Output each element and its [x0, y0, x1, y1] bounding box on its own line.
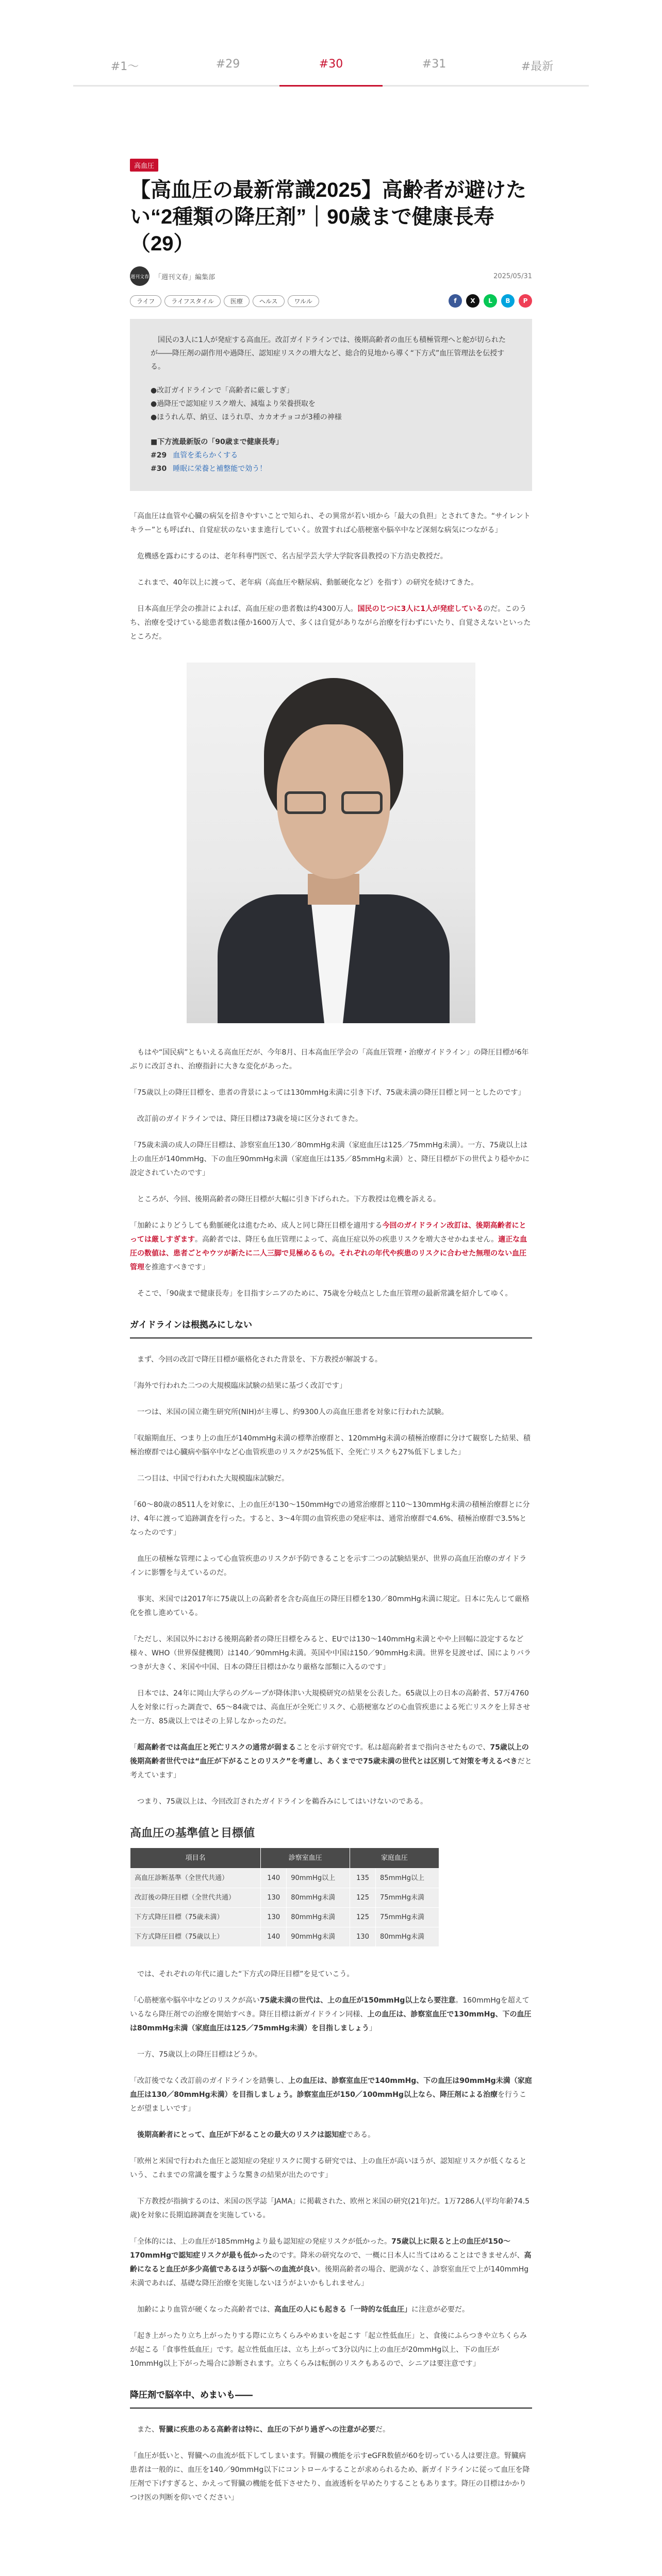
paragraph	[130, 2303, 532, 2317]
section-heading: ガイドラインは根拠みにしない	[130, 1318, 532, 1338]
table-row	[130, 1908, 439, 1927]
paragraph: 「海外で行われた二つの大規模臨床試験の結果に基づく改訂です」	[130, 1382, 346, 1390]
text: 「全体的には、上の血圧が185mmHgより最も認知症の発症リスクが低かった。	[130, 2238, 392, 2246]
x-icon[interactable]: X	[466, 294, 479, 308]
cell: 125	[350, 1908, 376, 1927]
article-body	[130, 510, 532, 2505]
paragraph: では、それぞれの年代に適した“下方式の降圧目標”を見ていこう。	[137, 1970, 354, 1978]
highlight: 上の血圧は、診察室血圧で140mmHg、下の血圧は90mmHg未満（家庭血圧は130／80mmHg未満）を目指しましょう。診察室血圧が150／100mmHg以上なら、降圧剤による治療	[130, 2077, 532, 2099]
text: に注意が必要だ。	[411, 2306, 469, 2314]
paragraph: 「高血圧は血管や心臓の病気を招きやすいことで知られ、その異常が若い頃から「最大の負担」とされてきた。“サイレントキラー”とも呼ばれ、自覚症状のないまま進行していく。放置すれば心筋梗塞や脳卒中など深刻な病気につながる」	[130, 512, 531, 534]
row-name: 改訂後の降圧目標（全世代共通）	[130, 1888, 261, 1908]
paragraph: もはや“国民病”ともいえる高血圧だが、今年8月、日本高血圧学会の「高血圧管理・治療ガイドライン」の降圧目標が6年ぶりに改訂され、治療指針に大きな変化があった。	[130, 1048, 529, 1071]
share-buttons	[449, 294, 532, 308]
tab-1[interactable]: #1〜	[73, 58, 176, 87]
tag-item[interactable]: ライフスタイル	[164, 295, 221, 307]
table-header: 家庭血圧	[350, 1848, 439, 1869]
text: 加齢により血管が硬くなった高齢者では、	[137, 2306, 274, 2314]
text: 。高齢者では、降圧も血圧管理によって、高血圧症以外の疾患リスクを増大させかねません。	[195, 1235, 499, 1244]
paragraph: 事実、米国では2017年に75歳以上の高齢者を含む高血圧の降圧目標を130／80mmHg未満に規定。日本に先んじて厳格化を推し進めている。	[130, 1595, 529, 1617]
line-icon[interactable]: L	[484, 294, 497, 308]
article-title: 【高血圧の最新常識2025】高齢者が避けたい“2種類の降圧剤”｜90歳まで健康長寿（29）	[130, 179, 526, 255]
paragraph: ところが、今回、後期高齢者の降圧目標が大幅に引き下げられた。下方教授は危機を訴える。	[137, 1195, 440, 1204]
highlight: 高齢になると血圧が多少高値であるほうが脳への血流が良い	[130, 2251, 532, 2274]
cell: 90mmHg未満	[287, 1927, 350, 1947]
publish-date: 2025/05/31	[493, 272, 532, 280]
highlight: 今回のガイドライン改訂は、後期高齢者にとっては厳しすぎます	[130, 1222, 526, 1244]
table-header: 診察室血圧	[261, 1848, 350, 1869]
highlight: 高血圧の人にも起きる「一時的な低血圧」	[274, 2306, 411, 2314]
text: だ。	[375, 2426, 390, 2434]
publisher-logo[interactable]: 週刊文春	[130, 266, 150, 286]
highlight: 国民のじつに3人に1人が発症している	[357, 605, 484, 613]
text: また、	[137, 2426, 159, 2434]
table-row	[130, 1888, 439, 1908]
highlight: 適正な血圧の数値は、患者ごとやウツが新たに二人三脚で見極めるもの。それぞれの年代や疾患のリスクに合わせた無理のない血圧管理	[130, 1235, 527, 1272]
text: のだ。このうち、治療を受けている総患者数は僅か1600万人で、多くは自覚がありながら治療を行わずにいたり、自覚さえないといったところだ。	[130, 605, 531, 641]
cell: 135	[350, 1869, 376, 1888]
highlight: 超高齢者では高血圧と死亡リスクの通常が弱まる	[137, 1743, 296, 1752]
author-name[interactable]: 「週刊文春」編集部	[155, 273, 216, 281]
row-name: 下方式降圧目標（75歳以上）	[130, 1927, 261, 1947]
tab-30[interactable]: #30	[279, 58, 383, 87]
text: 」	[369, 2024, 377, 2032]
text: 。160mmHgを超えているなら降圧剤での治療を開始すべき。降圧目標は新ガイドライン同様、	[130, 1996, 529, 2019]
cell: 80mmHg未満	[376, 1927, 439, 1947]
paragraph: 「60～80歳の8511人を対象に、上の血圧が130～150mmHgでの通常治療群と110～130mmHg未満の積極治療群とに分け、4年に渡って追跡調査を行った。すると、3～4年間の血管疾患の発症率は、通常治療群で4.6%、積極治療群で3.5%となったのです」	[130, 1501, 530, 1537]
row-name: 下方式降圧目標（75歳未満）	[130, 1908, 261, 1927]
summary-bullet: ●過降圧で認知症リスク増大、減塩より栄養摂取を	[151, 400, 316, 408]
text: を行うことが望ましいです」	[130, 2091, 526, 2113]
cell: 80mmHg未満	[287, 1888, 350, 1908]
paragraph	[130, 2128, 532, 2142]
text: 「改訂後でなく改訂前のガイドラインを踏襲し、	[130, 2077, 289, 2085]
byline	[130, 266, 532, 286]
highlight: 上の血圧は、診察室血圧で130mmHg、下の血圧は80mmHg未満（家庭血圧は125／75mmHg未満）を目指しましょう	[130, 2010, 532, 2032]
paragraph: 血圧の積極な管理によって心血管疾患のリスクが予防できることを示す二つの試験結果が、世界の高血圧治療のガイドラインに影響を与えているのだ。	[130, 1555, 527, 1577]
text: ことを示す研究です。私は超高齢者まで指向させたもので、	[295, 1743, 490, 1752]
paragraph: 「起き上がったり立ち上がったりする際に立ちくらみやめまいを起こす「起立性低血圧」と、食後にふらつきや立ちくらみが起こる「食事性低血圧」です。起立性低血圧は、立ち上がって3分以内に上の血圧が20mmHg以上、下の血圧が10mmHg以上下がった場合に診断されます。立ちくらみは転倒のリスクもあるので、シニアは要注意です」	[130, 2332, 527, 2368]
highlight: 腎臓に疾患のある高齢者は特に、血圧の下がり過ぎへの注意が必要	[159, 2426, 375, 2434]
row-name: 高血圧診断基準（全世代共通）	[130, 1869, 261, 1888]
cell: 75mmHg未満	[376, 1888, 439, 1908]
pocket-icon[interactable]: P	[519, 294, 532, 308]
tag-item[interactable]: ヘルス	[253, 295, 285, 307]
cell: 130	[261, 1908, 287, 1927]
paragraph: 「75歳未満の成人の降圧目標は、診察室血圧130／80mmHg未満（家庭血圧は125／75mmHg未満）。一方、75歳以上は上の血圧が140mmHg、下の血圧90mmHg未満（家庭血圧は135／85mmHg未満）と、降圧目標が下の世代より穏やかに設定されていたのです」	[130, 1141, 530, 1177]
paragraph	[130, 602, 532, 644]
paragraph: つまり、75歳以上は、今回改訂されたガイドラインを鵜呑みにしてはいけないのである。	[137, 1798, 427, 1806]
paragraph: 危機感を露わにするのは、老年科専門医で、名古屋学芸大学大学院客員教授の下方浩史教授だ。	[137, 552, 448, 561]
toc-item[interactable]	[151, 462, 511, 476]
article	[130, 93, 532, 2505]
cell: 140	[261, 1869, 287, 1888]
paragraph: 二つ目は、中国で行われた大規模臨床試験だ。	[137, 1475, 289, 1483]
paragraph: 日本では、24年に岡山大学らのグループが降体津い大規模研究の結果を公表した。65歳以上の日本の高齢者、57万4760人を対象に行った調査で、65～84歳では、高血圧が全死亡リスク、心筋梗塞などの心血管疾患による死亡リスクを上昇させた一方、85歳以上ではその上昇しなかったのだ。	[130, 1689, 531, 1725]
tag-item[interactable]: 医療	[224, 295, 250, 307]
highlight: 75歳未満の世代は、上の血圧が150mmHg以上なら要注意	[259, 1996, 456, 2005]
paragraph: 「収縮期血圧、つまり上の血圧が140mmHg未満の標準治療群と、120mmHg未満の積極治療群に分けて観察した結果、積極治療群では心臓病や脳卒中など心血管疾患のリスクが25%低下、全死亡リスクも27%低下しました」	[130, 1434, 531, 1456]
tag-row	[130, 294, 532, 308]
paragraph: 「欧州と米国で行われた血圧と認知症の発症リスクに関する研究では、上の血圧が高いほうが、認知症リスクが低くなるという、これまでの常識を覆すような驚きの結果が出たのです」	[130, 2157, 527, 2179]
toc-title: ■下方流最新版の「90歳まで健康長寿」	[151, 438, 283, 446]
hatena-icon[interactable]: B	[501, 294, 515, 308]
text: 「	[130, 1743, 137, 1752]
cell: 90mmHg以上	[287, 1869, 350, 1888]
cell: 75mmHg未満	[376, 1908, 439, 1927]
series-tabs	[0, 0, 662, 87]
paragraph: 「血圧が低いと、腎臓への血流が低下してしまいます。腎臓の機能を示すeGFR数値が60を切っている人は要注意。腎臓病患者は一般的に、血圧を140／90mmHg以下にコントロールすることが求められるため、新ガイドラインに従って血圧を降圧剤で下げすぎると、かえって腎臓の機能を低下させたり、血液透析を早めたりすることもあります。降圧の目標はかかりつけ医の判断を仰いでください」	[130, 2452, 530, 2502]
toc-link[interactable]: 睡眠に栄養と補整能で効う！	[173, 465, 267, 473]
facebook-icon[interactable]: f	[449, 294, 462, 308]
paragraph: 改訂前のガイドラインでは、降圧目標は73歳を境に区分されてきた。	[137, 1115, 362, 1123]
cell: 85mmHg以上	[376, 1869, 439, 1888]
paragraph: 下方教授が指摘するのは、米国の医学誌「JAMA」に掲載された、欧州と米国の研究(21年)だ。1万7286人(平均年齢74.5歳)を対象に長期追跡調査を実施している。	[130, 2197, 530, 2219]
summary-bullet: ●改訂ガイドラインで「高齢者に厳しすぎ」	[151, 386, 294, 395]
toc-page: #29	[151, 451, 167, 460]
text: 「心筋梗塞や脳卒中などのリスクが高い	[130, 1996, 260, 2005]
paragraph	[130, 1994, 532, 2036]
highlight: 後期高齢者にとって、血圧が下がることの最大のリスクは認知症	[137, 2131, 346, 2139]
table-row	[130, 1869, 439, 1888]
paragraph: 一つは、米国の国立衛生研究所(NIH)が主導し、約9300人の高血圧患者を対象に行われた試験。	[137, 1408, 449, 1416]
paragraph	[130, 2235, 532, 2291]
text: である。	[346, 2131, 375, 2139]
paragraph	[130, 1741, 532, 1783]
table-header: 項目名	[130, 1848, 261, 1869]
section-heading: 降圧剤で脳卒中、めまいも――	[130, 2388, 532, 2409]
paragraph	[130, 2074, 532, 2116]
toc-page: #30	[151, 465, 167, 473]
text: 日本高血圧学会の推計によれば、高血圧症の患者数は約4300万人。	[137, 605, 358, 613]
professor-photo	[187, 663, 475, 1023]
text: だと考えています」	[130, 1757, 532, 1780]
summary-box	[130, 319, 532, 491]
cell: 140	[261, 1927, 287, 1947]
tab-31[interactable]: #31	[383, 58, 486, 87]
text: のです。降米の研究なので、一概に日本人に当てはめることはできませんが、	[272, 2251, 524, 2260]
summary-lead: 国民の3人に1人が発症する高血圧。改訂ガイドラインでは、後期高齢者の血圧も積極管理へと舵が切られたが――降圧剤の副作用や過降圧、認知症リスクの増大など、総合的見地から導く“下方式”血圧管理法を伝授する。	[151, 336, 506, 371]
paragraph	[130, 1219, 532, 1275]
toc-link[interactable]: 血管を柔らかくする	[173, 451, 238, 460]
paragraph: 「75歳以上の降圧目標を、患者の背景によっては130mmHg未満に引き下げ、75歳未満の降圧目標と同一としたのです」	[130, 1089, 525, 1097]
paragraph: まず、今回の改訂で降圧目標が厳格化された背景を、下方教授が解説する。	[137, 1355, 382, 1364]
text: を推進すべきです」	[144, 1263, 209, 1272]
highlight: 75歳以上に限ると上の血圧が150～170mmHgで認知症リスクが最も低かった	[130, 2238, 510, 2260]
paragraph	[130, 2423, 532, 2437]
paragraph: 「ただし、米国以外における後期高齢者の降圧目標をみると、EUでは130～140mmHg未満とやや上回幅に設定するなど様々、WHO（世界保健機関）は140／90mmHg未満。英国や中国は150／90mmHg未満。世界を見渡せば、国によりバラつきが大きく、米国や中国、日本の降圧目標はかなり厳格な部類に入るのです」	[130, 1635, 531, 1671]
tab-29[interactable]: #29	[176, 58, 279, 87]
summary-bullets	[151, 384, 511, 424]
text: 。後期高齢者の場合、肥満がなく、診察室血圧で上が140mmHg未満であれば、基礎な降圧治療を実施しないほうがよいかもしれません」	[130, 2265, 529, 2287]
highlight: 75歳以上の後期高齢者世代では“血圧が下がることのリスク”を考慮し、あくまでで75歳未満の世代とは区別して対策を考えるべき	[130, 1743, 529, 1766]
tab-latest[interactable]: #最新	[486, 58, 589, 87]
text: 「加齢によりどうしても動脈硬化は進むため、成人と同じ降圧目標を適用する	[130, 1222, 383, 1230]
cell: 130	[350, 1927, 376, 1947]
category-badge[interactable]: 高血圧	[130, 159, 158, 172]
paragraph: 一方、75歳以上の降圧目標はどうか。	[137, 2050, 262, 2059]
bp-table	[130, 1848, 439, 1947]
cell: 125	[350, 1888, 376, 1908]
tag-item[interactable]: ライフ	[130, 295, 161, 307]
paragraph: そこで、「90歳まで健康長寿」を目指すシニアのために、75歳を分岐点とした血圧管理の最新常識を紹介してゆく。	[137, 1290, 512, 1298]
paragraph: これまで、40年以上に渡って、老年病（高血圧や糖尿病、動脈硬化など）を指す）の研究を続けてきた。	[137, 579, 478, 587]
tag-item[interactable]: ワルル	[288, 295, 319, 307]
cell: 80mmHg未満	[287, 1908, 350, 1927]
table-row	[130, 1927, 439, 1947]
top-nav	[0, 0, 662, 93]
table-heading: 高血圧の基準値と目標値	[130, 1827, 255, 1840]
summary-bullet: ●ほうれん草、納豆、ほうれ草、カカオチョコが3種の神様	[151, 413, 342, 421]
toc-item[interactable]	[151, 449, 511, 462]
cell: 130	[261, 1888, 287, 1908]
